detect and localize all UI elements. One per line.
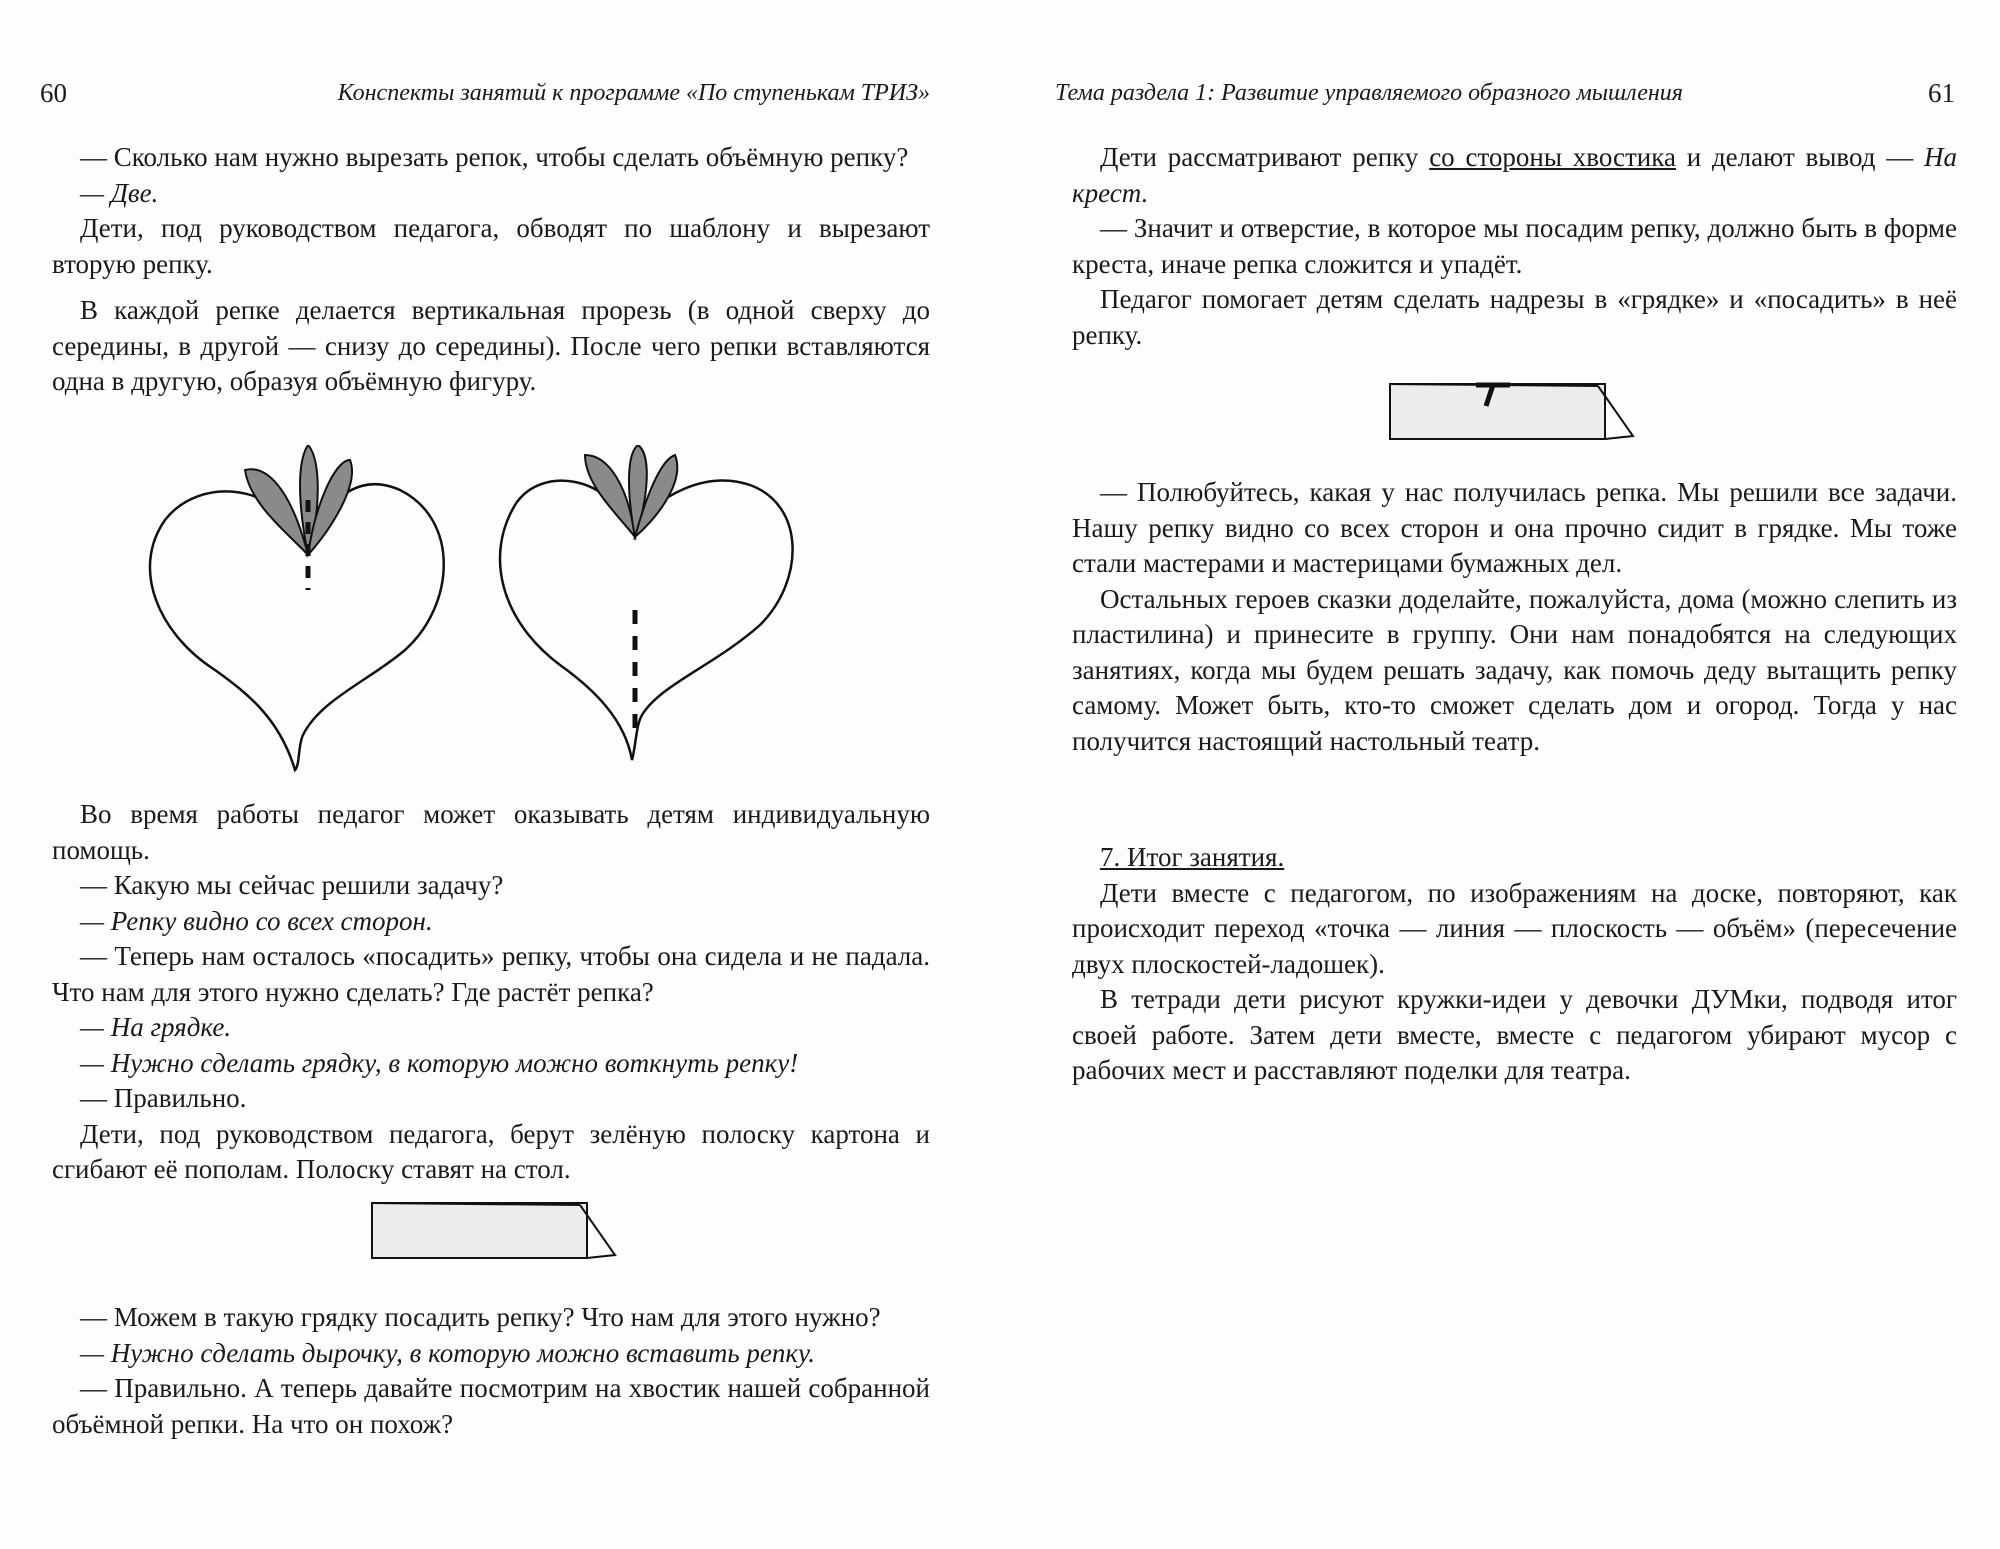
paragraph: — Правильно. А теперь давайте посмотрим на хвостик нашей собранной объёмной репки. На что он похож?: [52, 1373, 930, 1439]
answer: — Репку видно со всех сторон.: [80, 905, 433, 936]
answer: На крест.: [1072, 142, 1957, 208]
paragraph: В каждой репке делается вертикальная прорезь (в одной сверху до середины, в другой — снизу до середины). После чего репки вставляются одна в другую, образуя объёмную фигуру.: [52, 295, 930, 396]
folded-strip-figure: [370, 1195, 620, 1265]
right-page: [1000, 0, 2000, 1549]
page-number: 61: [1928, 78, 1955, 108]
text-span: Дети рассматривают репку: [1100, 142, 1430, 172]
running-head: Конспекты занятий к программе «По ступенькам ТРИЗ»: [337, 80, 930, 106]
right-text-block-2: [1072, 475, 1957, 759]
question: — Теперь нам осталось «посадить» репку, чтобы она сидела и не падала. Что нам для этого нужно сделать? Где растёт репка?: [52, 941, 930, 1007]
paragraph: В тетради дети рисуют кружки-идеи у девочки ДУМки, подводя итог своей работе. Затем дети вместе, вместе с педагогом убирают мусор с рабочих мест и расставляют поделки для театра.: [1072, 984, 1957, 1085]
paragraph: — Правильно.: [80, 1083, 247, 1113]
left-text-block-1: [52, 140, 930, 400]
paragraph: — Сколько нам нужно вырезать репок, чтобы сделать объёмную репку?: [80, 142, 909, 172]
paragraph: [1072, 140, 1957, 211]
running-head: Тема раздела 1: Развитие управляемого образного мышления: [1055, 80, 1683, 106]
answer: — На грядке.: [80, 1012, 232, 1042]
paragraph: Педагог помогает детям сделать надрезы в «грядке» и «посадить» в неё репку.: [1072, 284, 1957, 350]
right-text-block-3: [1072, 840, 1957, 1089]
paragraph: Во время работы педагог может оказывать детям индивидуальную помощь.: [52, 799, 930, 865]
question: — Какую мы сейчас решили задачу?: [80, 870, 504, 900]
right-text-block-1: [1072, 140, 1957, 353]
page-number: 60: [40, 78, 67, 108]
left-header: [40, 78, 930, 109]
left-text-block-3: [52, 1300, 930, 1442]
paragraph: Дети, под руководством педагога, берут зелёную полоску картона и сгибают её пополам. Полоску ставят на стол.: [52, 1118, 930, 1184]
left-text-block-2: [52, 797, 930, 1188]
strip-with-cross-figure: [1388, 372, 1638, 447]
paragraph: — Полюбуйтесь, какая у нас получилась репка. Мы решили все задачи. Нашу репку видно со всех сторон и она прочно сидит в грядке. Мы тоже стали мастерами и мастерицами бумажных дел.: [1072, 477, 1957, 578]
turnip-right-drawing: [500, 445, 793, 760]
paragraph: Дети, под руководством педагога, обводят по шаблону и вырезают вторую репку.: [52, 213, 930, 279]
paragraph: — Значит и отверстие, в которое мы посадим репку, должно быть в форме креста, иначе репка сложится и упадёт.: [1072, 213, 1957, 279]
text-span: и делают вывод —: [1675, 142, 1924, 172]
paragraph: Дети вместе с педагогом, по изображениям на доске, повторяют, как происходит переход «точка — линия — плоскость — объём» (пересечение двух плоскостей-ладошек).: [1072, 877, 1957, 979]
underlined-phrase: со стороны хвостика: [1429, 142, 1676, 172]
answer: — Нужно сделать дырочку, в которую можно вставить репку.: [80, 1337, 816, 1368]
turnip-halves-figure: [140, 445, 840, 775]
answer: — Нужно сделать грядку, в которую можно воткнуть репку!: [80, 1047, 799, 1078]
turnip-left-drawing: [150, 445, 444, 770]
question: — Можем в такую грядку посадить репку? Что нам для этого нужно?: [80, 1302, 881, 1332]
section-heading: 7. Итог занятия.: [1100, 842, 1285, 872]
paragraph: Остальных героев сказки доделайте, пожалуйста, дома (можно слепить из пластилина) и принесите в группу. Они нам понадобятся на следующих занятиях, когда мы будем решать задачу, как помочь деду вытащить репку самому. Может быть, кто-то сможет сделать дом и огород. Тогда у нас получится настоящий настольный театр.: [1072, 583, 1957, 756]
answer: — Две.: [80, 177, 159, 208]
